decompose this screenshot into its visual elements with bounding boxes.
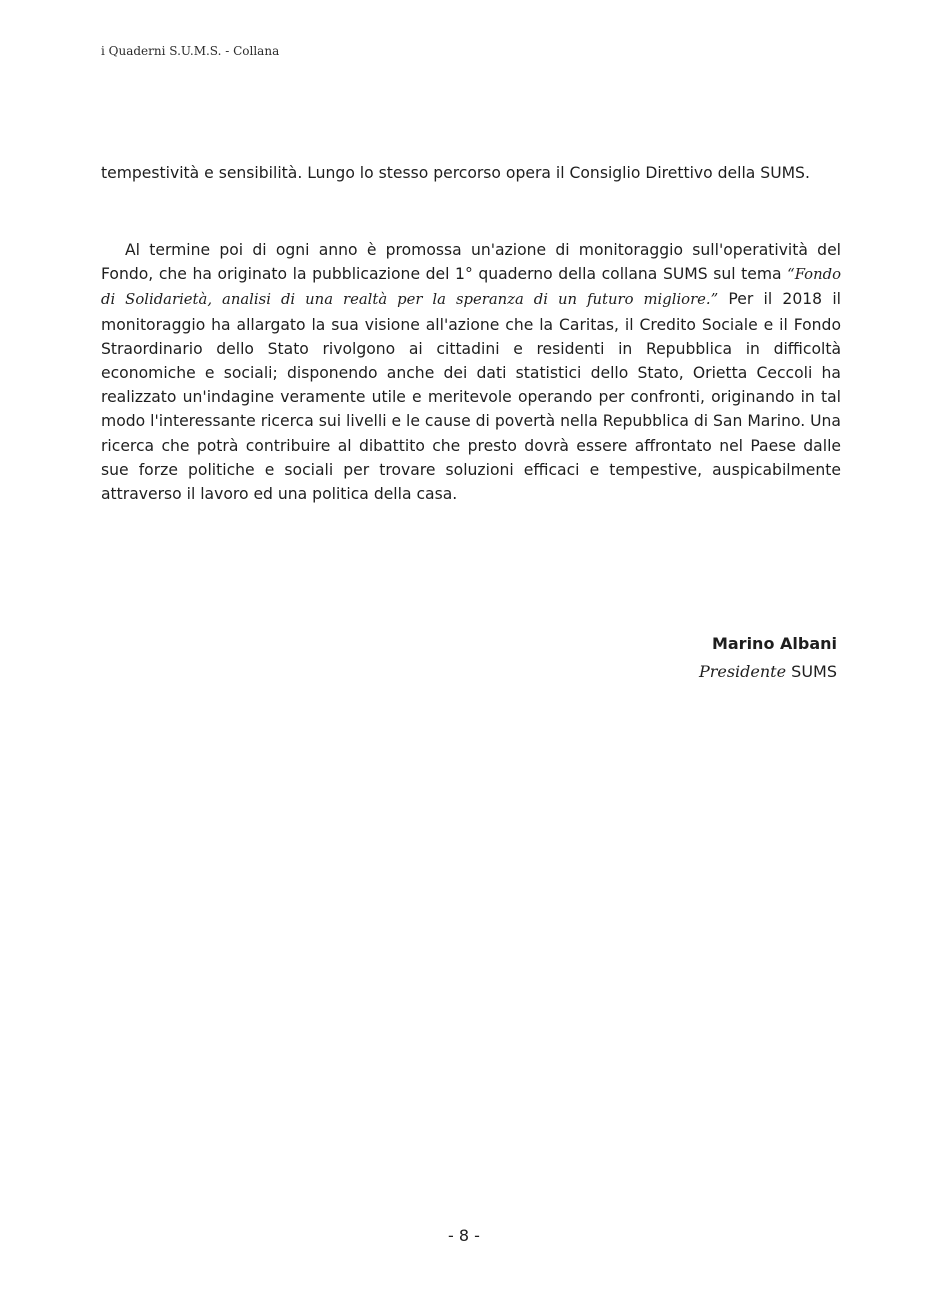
paragraph-text-start: Al termine poi di ogni anno è promossa un'azione di monitoraggio sull'operatività del Fondo, che ha originato la pubblicazione del 1° quaderno della collana SUMS sul tema: [101, 241, 841, 284]
signatory-name: Marino Albani: [711, 634, 837, 653]
signatory-role: [699, 658, 837, 686]
paragraph-continuation: tempestività e sensibilità. Lungo lo stesso percorso opera il Consiglio Direttivo della SUMS.: [101, 164, 810, 182]
role-title: Presidente: [698, 662, 787, 681]
role-organization: SUMS: [786, 662, 837, 681]
page-number: - 8 -: [448, 1226, 480, 1245]
paragraph-text-end: Per il 2018 il monitoraggio ha allargato la sua visione all'azione che la Caritas, il Credito Sociale e il Fondo Straordinario dello Stato rivolgono ai cittadini e residenti in Repubblica in difficoltà economiche e sociali; disponendo anche dei dati statistici dello Stato, Orietta Ceccoli ha realizzato un'indagine veramente utile e meritevole operando per confronti, originando in tal modo l'interessante ricerca sui livelli e le cause di povertà nella Repubblica di San Marino. Una ricerca che potrà contribuire al dibattito che presto dovrà essere affrontato nel Paese dalle sue forze politiche e sociali per trovare soluzioni efficaci e tempestive, auspicabilmente attraverso il lavoro ed una politica della casa.: [101, 290, 841, 504]
running-header: i Quaderni S.U.M.S. - Collana: [101, 44, 280, 58]
paragraph-monitoring: [101, 238, 841, 506]
publication-title: “Fondo di Solidarietà, analisi di una realtà per la speranza di un futuro migliore.”: [101, 266, 841, 309]
signature-block: [699, 630, 837, 686]
